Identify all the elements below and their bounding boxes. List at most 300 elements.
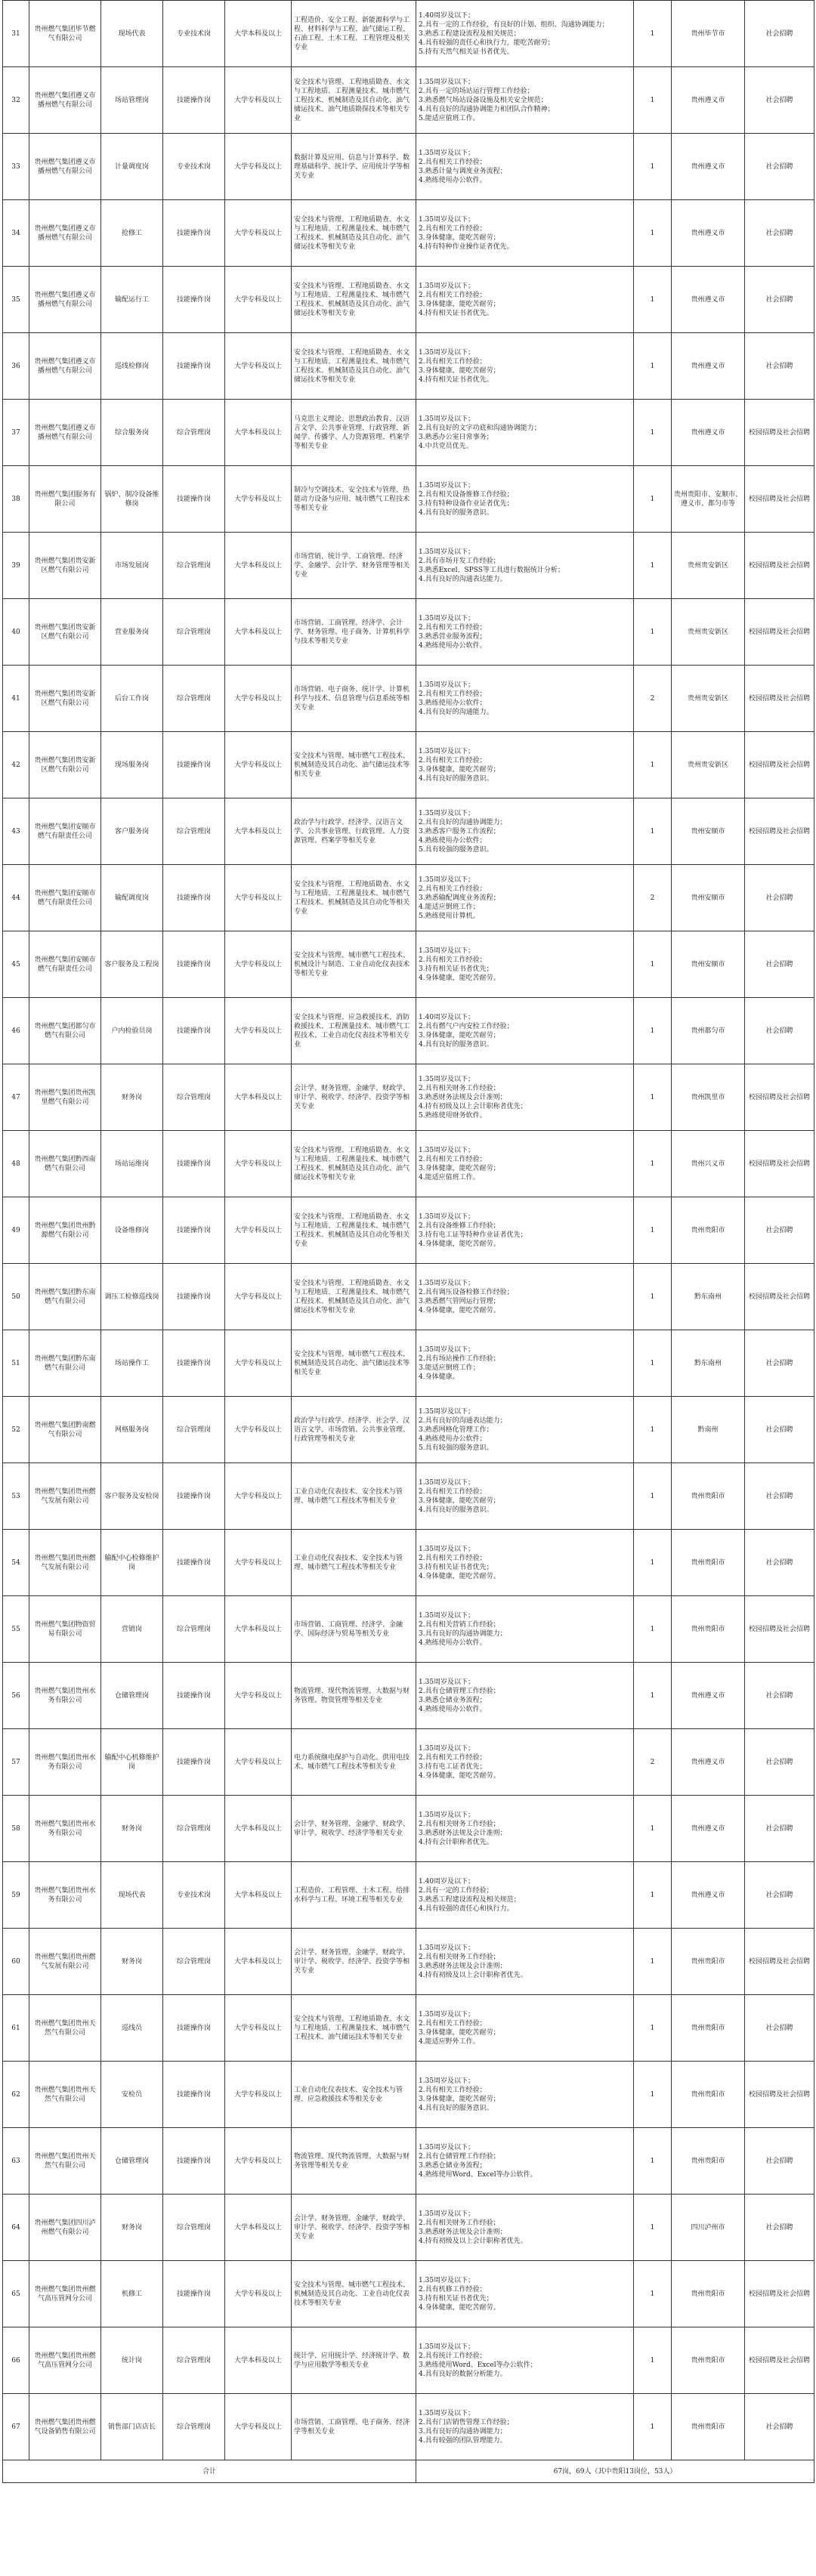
row-number: 61 — [3, 1995, 29, 2062]
work-location: 贵州贵阳市 — [672, 2394, 745, 2460]
recruitment-method: 社会招聘 — [745, 267, 814, 333]
job-requirements: 1.35周岁及以下； 2.具有良好的沟通表达能力； 3.熟悉网格化管理工作； 4.熟练使用办公软件； 5.具有较强的服务意识。 — [416, 1397, 634, 1463]
table-row — [3, 666, 814, 732]
hiring-count: 1 — [634, 1064, 672, 1131]
major-requirement: 安全技术与管理、工程地质勘查、水文与工程地质、工程测量技术、城市燃气工程技术、机械制造及其自动化等相关专业 — [292, 865, 416, 931]
work-location: 贵州贵安新区 — [672, 732, 745, 798]
job-requirements: 1.35周岁及以下； 2.具有相关工作经验； 3.持有相关证书者优先； 4.身体健康，能吃苦耐劳。 — [416, 931, 634, 998]
total-row — [3, 2460, 814, 2483]
table-row — [3, 1663, 814, 1729]
total-label: 合计 — [3, 2460, 416, 2483]
recruitment-method: 社会招聘 — [745, 134, 814, 200]
work-location: 贵州遵义市 — [672, 400, 745, 466]
education-requirement: 大学专科及以上 — [225, 67, 292, 134]
table-row — [3, 998, 814, 1064]
row-number: 59 — [3, 1862, 29, 1929]
company-name: 贵州燃气集团贵州水务有限公司 — [29, 1729, 101, 1796]
table-row — [3, 466, 814, 533]
position-name: 安检员 — [101, 2062, 163, 2128]
table-row — [3, 400, 814, 466]
education-requirement: 大学本科及以上 — [225, 533, 292, 599]
table-row — [3, 2327, 814, 2394]
hiring-count: 1 — [634, 1995, 672, 2062]
major-requirement: 马克思主义理论、思想政治教育、汉语言文学、公共事业管理、行政管理、新闻学、传播学、人力资源管理、档案学等相关专业 — [292, 400, 416, 466]
recruitment-method: 校园招聘及社会招聘 — [745, 732, 814, 798]
position-name: 现场代表 — [101, 1, 163, 67]
position-category: 技能操作岗 — [163, 1463, 225, 1530]
recruitment-method: 校园招聘及社会招聘 — [745, 1929, 814, 1995]
major-requirement: 安全技术与管理、城市燃气工程技术、机械制造及其自动化、工业自动化仪表技术等相关专业 — [292, 2261, 416, 2327]
education-requirement: 大学专科及以上 — [225, 1663, 292, 1729]
position-name: 财务岗 — [101, 1796, 163, 1862]
job-requirements: 1.35周岁及以下； 2.具有相关工作经验； 3.身体健康，能吃苦耐劳； 4.能适应野外工作。 — [416, 1995, 634, 2062]
education-requirement: 大学专科及以上 — [225, 732, 292, 798]
company-name: 贵州燃气集团遵义市播州燃气有限公司 — [29, 67, 101, 134]
row-number: 39 — [3, 533, 29, 599]
work-location: 贵州凯里市 — [672, 1064, 745, 1131]
recruitment-method: 社会招聘 — [745, 2128, 814, 2195]
recruitment-method: 社会招聘 — [745, 1463, 814, 1530]
education-requirement: 大学本科及以上 — [225, 1064, 292, 1131]
recruitment-method: 社会招聘 — [745, 1197, 814, 1264]
company-name: 贵州燃气集团物资贸易有限公司 — [29, 1596, 101, 1663]
company-name: 贵州燃气集团遵义市播州燃气有限公司 — [29, 134, 101, 200]
hiring-count: 1 — [634, 1131, 672, 1197]
job-requirements: 1.35周岁及以下； 2.具有良好的文字功底和沟通协调能力； 3.熟悉办公室日常事务； 4.中共党员优先。 — [416, 400, 634, 466]
major-requirement: 工程造价、工程管理、土木工程、给排水科学与工程、环境工程等相关专业 — [292, 1862, 416, 1929]
recruitment-method: 社会招聘 — [745, 67, 814, 134]
work-location: 贵州贵安新区 — [672, 599, 745, 666]
position-name: 巡线检修岗 — [101, 333, 163, 400]
company-name: 贵州燃气集团贵安新区燃气有限公司 — [29, 533, 101, 599]
recruitment-method: 社会招聘 — [745, 2394, 814, 2460]
table-row — [3, 1463, 814, 1530]
recruitment-method: 校园招聘及社会招聘 — [745, 1064, 814, 1131]
job-requirements: 1.35周岁及以下； 2.具有调压设备检修工作经验； 3.熟悉燃气管网运行管理； 4.身体健康，能吃苦耐劳。 — [416, 1264, 634, 1330]
education-requirement: 大学本科及以上 — [225, 1796, 292, 1862]
position-name: 财务岗 — [101, 1064, 163, 1131]
education-requirement: 大学专科及以上 — [225, 200, 292, 267]
position-category: 技能操作岗 — [163, 931, 225, 998]
hiring-count: 1 — [634, 1197, 672, 1264]
recruitment-method: 校园招聘及社会招聘 — [745, 1596, 814, 1663]
major-requirement: 物流管理、现代物流管理、大数据与财务管理等相关专业 — [292, 2128, 416, 2195]
recruitment-method: 社会招聘 — [745, 1995, 814, 2062]
position-category: 技能操作岗 — [163, 2062, 225, 2128]
row-number: 56 — [3, 1663, 29, 1729]
position-category: 技能操作岗 — [163, 1264, 225, 1330]
position-name: 机修工 — [101, 2261, 163, 2327]
education-requirement: 大学专科及以上 — [225, 1530, 292, 1596]
position-category: 技能操作岗 — [163, 865, 225, 931]
company-name: 贵州燃气集团贵州燃气发展有限公司 — [29, 1463, 101, 1530]
position-name: 设备维修岗 — [101, 1197, 163, 1264]
recruitment-method: 校园招聘及社会招聘 — [745, 1264, 814, 1330]
table-row — [3, 267, 814, 333]
company-name: 贵州燃气集团安顺市燃气有限责任公司 — [29, 798, 101, 865]
row-number: 66 — [3, 2327, 29, 2394]
education-requirement: 大学专科及以上 — [225, 666, 292, 732]
recruitment-method: 社会招聘 — [745, 1729, 814, 1796]
position-name: 客户服务岗 — [101, 798, 163, 865]
table-row — [3, 732, 814, 798]
job-requirements: 1.35周岁及以下； 2.具有相关工作经验； 3.身体健康，能吃苦耐劳； 4.持有特种作业操作证者优先。 — [416, 200, 634, 267]
table-row — [3, 865, 814, 931]
company-name: 贵州燃气集团贵州水务有限公司 — [29, 1663, 101, 1729]
table-row — [3, 1264, 814, 1330]
job-requirements: 1.35周岁及以下； 2.具有相关财务工作经验； 3.熟悉财务法规及会计准则； 4.持有初级及以上会计职称者优先。 — [416, 1929, 634, 1995]
recruitment-method: 社会招聘 — [745, 1, 814, 67]
position-name: 输配调度岗 — [101, 865, 163, 931]
education-requirement: 大学专科及以上 — [225, 1197, 292, 1264]
position-category: 综合管理岗 — [163, 666, 225, 732]
education-requirement: 大学本科及以上 — [225, 2327, 292, 2394]
work-location: 贵州贵阳市 — [672, 1463, 745, 1530]
row-number: 38 — [3, 466, 29, 533]
work-location: 贵州遵义市 — [672, 1663, 745, 1729]
major-requirement: 工业自动化仪表技术、安全技术与管理、应急救援技术等相关专业 — [292, 2062, 416, 2128]
row-number: 48 — [3, 1131, 29, 1197]
row-number: 57 — [3, 1729, 29, 1796]
row-number: 37 — [3, 400, 29, 466]
work-location: 贵州贵阳市、安顺市、遵义市、都匀市等 — [672, 466, 745, 533]
major-requirement: 统计学、应用统计学、经济统计学、数学与应用数学等相关专业 — [292, 2327, 416, 2394]
education-requirement: 大学专科及以上 — [225, 2261, 292, 2327]
company-name: 贵州燃气集团服务有限公司 — [29, 466, 101, 533]
recruitment-method: 校园招聘及社会招聘 — [745, 798, 814, 865]
recruitment-method: 校园招聘及社会招聘 — [745, 533, 814, 599]
position-category: 技能操作岗 — [163, 67, 225, 134]
hiring-count: 1 — [634, 798, 672, 865]
table-row — [3, 2062, 814, 2128]
hiring-count: 2 — [634, 1729, 672, 1796]
work-location: 贵州遵义市 — [672, 1862, 745, 1929]
hiring-count: 1 — [634, 1397, 672, 1463]
position-category: 综合管理岗 — [163, 798, 225, 865]
table-row — [3, 67, 814, 134]
table-row — [3, 1197, 814, 1264]
table-row — [3, 2128, 814, 2195]
work-location: 贵州安顺市 — [672, 865, 745, 931]
work-location: 贵州遵义市 — [672, 134, 745, 200]
education-requirement: 大学本科及以上 — [225, 2195, 292, 2261]
recruitment-method: 社会招聘 — [745, 2195, 814, 2261]
company-name: 贵州燃气集团都匀市燃气有限公司 — [29, 998, 101, 1064]
hiring-count: 1 — [634, 533, 672, 599]
hiring-count: 1 — [634, 732, 672, 798]
major-requirement: 安全技术与管理、工程地质勘查、水文与工程地质、工程测量技术、城市燃气工程技术、机械制造及其自动化、油气储运技术等相关专业 — [292, 200, 416, 267]
work-location: 贵州贵阳市 — [672, 1929, 745, 1995]
work-location: 贵州安顺市 — [672, 798, 745, 865]
hiring-count: 1 — [634, 1463, 672, 1530]
position-name: 计量调度岗 — [101, 134, 163, 200]
position-name: 输配中心机修维护岗 — [101, 1729, 163, 1796]
work-location: 贵州贵阳市 — [672, 1596, 745, 1663]
position-category: 专业技术岗 — [163, 1862, 225, 1929]
company-name: 贵州燃气集团黔南燃气有限公司 — [29, 1397, 101, 1463]
recruitment-method: 社会招聘 — [745, 1663, 814, 1729]
education-requirement: 大学本科及以上 — [225, 1929, 292, 1995]
major-requirement: 会计学、财务管理、金融学、财政学、审计学、税收学、经济学、投资学等相关专业 — [292, 1064, 416, 1131]
row-number: 52 — [3, 1397, 29, 1463]
job-requirements: 1.35周岁及以下； 2.具有机修工作经验； 3.持有相关证书者优先； 4.身体健康，能吃苦耐劳。 — [416, 2261, 634, 2327]
total-summary: 67岗，69人（其中贵阳13岗位，53人） — [416, 2460, 814, 2483]
position-name: 场站运维岗 — [101, 1131, 163, 1197]
work-location: 贵州贵阳市 — [672, 1530, 745, 1596]
education-requirement: 大学专科及以上 — [225, 134, 292, 200]
table-row — [3, 2195, 814, 2261]
recruitment-method: 社会招聘 — [745, 998, 814, 1064]
hiring-count: 1 — [634, 998, 672, 1064]
education-requirement: 大学本科及以上 — [225, 1596, 292, 1663]
row-number: 47 — [3, 1064, 29, 1131]
position-name: 抢修工 — [101, 200, 163, 267]
major-requirement: 安全技术与管理、城市燃气工程技术、机械制造及其自动化、油气储运技术等相关专业 — [292, 732, 416, 798]
recruitment-method: 社会招聘 — [745, 333, 814, 400]
work-location: 贵州兴义市 — [672, 1131, 745, 1197]
position-category: 技能操作岗 — [163, 1197, 225, 1264]
education-requirement: 大学专科及以上 — [225, 2128, 292, 2195]
education-requirement: 大学专科及以上 — [225, 998, 292, 1064]
company-name: 贵州燃气集团贵安新区燃气有限公司 — [29, 666, 101, 732]
work-location: 贵州遵义市 — [672, 200, 745, 267]
position-name: 综合服务岗 — [101, 400, 163, 466]
job-requirements: 1.35周岁及以下； 2.具有相关设备维修工作经验； 3.持有特种设备作业证者优先； 4.具有良好的服务意识。 — [416, 466, 634, 533]
company-name: 贵州燃气集团贵州水务有限公司 — [29, 1862, 101, 1929]
job-requirements: 1.35周岁及以下； 2.具有相关财务工作经验； 3.熟悉财务法规及会计准则； 4.持有初级及以上会计职称者优先。 — [416, 2195, 634, 2261]
hiring-count: 1 — [634, 466, 672, 533]
position-name: 客户服务及安检岗 — [101, 1463, 163, 1530]
table-row — [3, 533, 814, 599]
hiring-count: 1 — [634, 200, 672, 267]
position-category: 技能操作岗 — [163, 1530, 225, 1596]
work-location: 贵州贵安新区 — [672, 666, 745, 732]
education-requirement: 大学本科及以上 — [225, 400, 292, 466]
table-row — [3, 1530, 814, 1596]
recruitment-method: 校园招聘及社会招聘 — [745, 2261, 814, 2327]
company-name: 贵州燃气集团贵安新区燃气有限公司 — [29, 599, 101, 666]
job-requirements: 1.35周岁及以下； 2.具有相关工作经验； 3.身体健康，能吃苦耐劳； 4.持有相关证书者优先。 — [416, 333, 634, 400]
major-requirement: 会计学、财务管理、金融学、财政学、审计学、税收学、经济学等相关专业 — [292, 1796, 416, 1862]
major-requirement: 安全技术与管理、工程地质勘查、水文与工程地质、工程测量技术、城市燃气工程技术、机械制造及其自动化、油气储运技术等相关专业 — [292, 333, 416, 400]
job-requirements: 1.35周岁及以下； 2.具有仓储管理工作经验； 3.熟悉仓储业务流程； 4.熟练使用办公软件。 — [416, 1663, 634, 1729]
position-category: 综合管理岗 — [163, 1397, 225, 1463]
work-location: 贵州遵义市 — [672, 267, 745, 333]
table-row — [3, 1929, 814, 1995]
recruitment-method: 社会招聘 — [745, 1397, 814, 1463]
position-name: 仓储管理岗 — [101, 1663, 163, 1729]
recruitment-method: 社会招聘 — [745, 1796, 814, 1862]
work-location: 贵州贵阳市 — [672, 2062, 745, 2128]
company-name: 贵州燃气集团安顺市燃气有限责任公司 — [29, 865, 101, 931]
major-requirement: 安全技术与管理、工程地质勘查、水文与工程地质、工程测量技术、城市燃气工程技术、机械制造及其自动化、油气储运技术等相关专业 — [292, 1264, 416, 1330]
table-row — [3, 798, 814, 865]
recruitment-method: 校园招聘及社会招聘 — [745, 666, 814, 732]
education-requirement: 大学专科及以上 — [225, 1264, 292, 1330]
row-number: 67 — [3, 2394, 29, 2460]
company-name: 贵州燃气集团贵州天然气有限公司 — [29, 1995, 101, 2062]
job-requirements: 1.35周岁及以下； 2.具有相关工作经验； 3.持有电工证者优先； 4.身体健康，能吃苦耐劳。 — [416, 1729, 634, 1796]
position-name: 调压工检修巡线岗 — [101, 1264, 163, 1330]
table-body — [3, 1, 814, 2460]
hiring-count: 1 — [634, 2327, 672, 2394]
job-requirements: 1.40周岁及以下； 2.具有一定的工作经验； 3.熟悉工程建设流程及相关规范； 4.具有较强的责任心和执行力。 — [416, 1862, 634, 1929]
work-location: 贵州毕节市 — [672, 1, 745, 67]
recruitment-method: 校园招聘及社会招聘 — [745, 400, 814, 466]
position-name: 后台工作岗 — [101, 666, 163, 732]
table-row — [3, 1330, 814, 1397]
hiring-count: 2 — [634, 666, 672, 732]
company-name: 贵州燃气集团贵州燃气发展有限公司 — [29, 1929, 101, 1995]
hiring-count: 1 — [634, 1862, 672, 1929]
education-requirement: 大学专科及以上 — [225, 1729, 292, 1796]
position-name: 场站管理岗 — [101, 67, 163, 134]
row-number: 35 — [3, 267, 29, 333]
hiring-count: 1 — [634, 1596, 672, 1663]
position-category: 专业技术岗 — [163, 1, 225, 67]
major-requirement: 制冷与空调技术、安全技术与管理、热能动力设备与应用、城市燃气工程技术等相关专业 — [292, 466, 416, 533]
company-name: 贵州燃气集团遵义市播州燃气有限公司 — [29, 267, 101, 333]
company-name: 贵州燃气集团贵州凯里燃气有限公司 — [29, 1064, 101, 1131]
position-name: 网格服务岗 — [101, 1397, 163, 1463]
education-requirement: 大学专科及以上 — [225, 1463, 292, 1530]
recruitment-method: 社会招聘 — [745, 931, 814, 998]
hiring-count: 1 — [634, 400, 672, 466]
education-requirement: 大学专科及以上 — [225, 2062, 292, 2128]
position-name: 市场发展岗 — [101, 533, 163, 599]
table-row — [3, 333, 814, 400]
major-requirement: 工业自动化仪表技术、安全技术与管理、城市燃气工程技术等相关专业 — [292, 1530, 416, 1596]
recruitment-method: 社会招聘 — [745, 865, 814, 931]
row-number: 44 — [3, 865, 29, 931]
company-name: 贵州燃气集团遵义市播州燃气有限公司 — [29, 333, 101, 400]
position-category: 综合管理岗 — [163, 1064, 225, 1131]
position-category: 技能操作岗 — [163, 1729, 225, 1796]
table-row — [3, 2394, 814, 2460]
row-number: 42 — [3, 732, 29, 798]
hiring-count: 1 — [634, 67, 672, 134]
education-requirement: 大学专科及以上 — [225, 466, 292, 533]
row-number: 45 — [3, 931, 29, 998]
company-name: 贵州燃气集团贵州燃气设备销售有限公司 — [29, 2394, 101, 2460]
education-requirement: 大学专科及以上 — [225, 1330, 292, 1397]
work-location: 贵州贵阳市 — [672, 1197, 745, 1264]
company-name: 贵州燃气集团黔东南燃气有限公司 — [29, 1264, 101, 1330]
major-requirement: 政治学与行政学、经济学、汉语言文学、公共事业管理、行政管理、人力资源管理、档案学等相关专业 — [292, 798, 416, 865]
table-row — [3, 1397, 814, 1463]
hiring-count: 1 — [634, 599, 672, 666]
recruitment-method: 社会招聘 — [745, 1330, 814, 1397]
hiring-count: 1 — [634, 1, 672, 67]
position-name: 销售部门店店长 — [101, 2394, 163, 2460]
position-category: 技能操作岗 — [163, 200, 225, 267]
row-number: 51 — [3, 1330, 29, 1397]
job-requirements: 1.35周岁及以下； 2.具有统计工作经验； 3.熟练使用Word、Excel等办公软件； 4.具有良好的数据分析能力。 — [416, 2327, 634, 2394]
major-requirement: 安全技术与管理、工程地质勘查、水文与工程地质、工程测量技术、城市燃气工程技术、机械制造及其自动化、油气储运技术、油气地质勘探技术等相关专业 — [292, 67, 416, 134]
row-number: 62 — [3, 2062, 29, 2128]
row-number: 63 — [3, 2128, 29, 2195]
major-requirement: 会计学、财务管理、金融学、财政学、审计学、税收学、经济学、投资学等相关专业 — [292, 1929, 416, 1995]
recruitment-method: 社会招聘 — [745, 1530, 814, 1596]
recruitment-method: 校园招聘及社会招聘 — [745, 2327, 814, 2394]
position-category: 技能操作岗 — [163, 1330, 225, 1397]
hiring-count: 1 — [634, 1929, 672, 1995]
position-name: 统计岗 — [101, 2327, 163, 2394]
position-name: 输配中心检修维护岗 — [101, 1530, 163, 1596]
work-location: 贵州遵义市 — [672, 67, 745, 134]
job-requirements: 1.35周岁及以下； 2.具有仓储管理工作经验； 3.熟悉仓储业务流程； 4.熟练使用Word、Excel等办公软件。 — [416, 2128, 634, 2195]
hiring-count: 1 — [634, 2394, 672, 2460]
row-number: 43 — [3, 798, 29, 865]
job-requirements: 1.35周岁及以下； 2.具有设备维修工作经验； 3.持有电工证等特种作业证者优先； 4.身体健康，能吃苦耐劳。 — [416, 1197, 634, 1264]
position-category: 专业技术岗 — [163, 134, 225, 200]
row-number: 34 — [3, 200, 29, 267]
row-number: 46 — [3, 998, 29, 1064]
row-number: 64 — [3, 2195, 29, 2261]
recruitment-method: 社会招聘 — [745, 200, 814, 267]
job-requirements: 1.40周岁及以下； 2.具有一定的工作经验，有良好的计划、组织、沟通协调能力； 3.熟悉工程建设流程及相关规范； 4.具有较强的责任心和执行力，能吃苦耐劳； 5.持有天然气相关证书者优先。 — [416, 1, 634, 67]
position-name: 锅炉、制冷设备维修岗 — [101, 466, 163, 533]
major-requirement: 工程造价、安全工程、新能源科学与工程、材料科学与工程、油气储运工程、石油工程、土木工程、工程管理及相关专业 — [292, 1, 416, 67]
position-name: 场站操作工 — [101, 1330, 163, 1397]
major-requirement: 安全技术与管理、城市燃气工程技术、机械设计与制造、工业自动化仪表技术等相关专业 — [292, 931, 416, 998]
major-requirement: 安全技术与管理、城市燃气工程技术、机械制造及其自动化、油气储运技术等相关专业 — [292, 1330, 416, 1397]
company-name: 贵州燃气集团黔东南燃气有限公司 — [29, 1330, 101, 1397]
work-location: 贵州贵安新区 — [672, 533, 745, 599]
major-requirement: 会计学、财务管理、金融学、财政学、审计学、税收学、经济学、投资学等相关专业 — [292, 2195, 416, 2261]
recruitment-method: 校园招聘及社会招聘 — [745, 2062, 814, 2128]
work-location: 黔南州 — [672, 1397, 745, 1463]
work-location: 贵州贵阳市 — [672, 1995, 745, 2062]
hiring-count: 1 — [634, 134, 672, 200]
major-requirement: 物流管理、现代物流管理、大数据与财务管理、物资管理等相关专业 — [292, 1663, 416, 1729]
position-category: 技能操作岗 — [163, 732, 225, 798]
position-category: 综合管理岗 — [163, 1796, 225, 1862]
row-number: 32 — [3, 67, 29, 134]
recruitment-method: 校园招聘及社会招聘 — [745, 599, 814, 666]
company-name: 贵州燃气集团安顺市燃气有限责任公司 — [29, 931, 101, 998]
job-requirements: 1.35周岁及以下； 2.具有相关工作经验； 3.身体健康，能吃苦耐劳； 4.持有相关证书者优先。 — [416, 267, 634, 333]
hiring-count: 1 — [634, 1330, 672, 1397]
job-requirements: 1.35周岁及以下； 2.具有相关工作经验； 3.持有相关证书者优先； 4.身体健康，能吃苦耐劳。 — [416, 1530, 634, 1596]
company-name: 贵州燃气集团遵义市播州燃气有限公司 — [29, 200, 101, 267]
position-name: 户内检验员岗 — [101, 998, 163, 1064]
company-name: 贵州燃气集团贵州燃气高压管网分公司 — [29, 2261, 101, 2327]
recruitment-method: 校园招聘及社会招聘 — [745, 466, 814, 533]
table-row — [3, 599, 814, 666]
hiring-count: 1 — [634, 2062, 672, 2128]
position-category: 技能操作岗 — [163, 2128, 225, 2195]
table-row — [3, 1064, 814, 1131]
table-row — [3, 200, 814, 267]
position-category: 综合管理岗 — [163, 1596, 225, 1663]
job-requirements: 1.35周岁及以下； 2.具有相关工作经验； 3.熟悉输配调度业务流程； 4.能适应倒班工作； 5.熟练使用计算机。 — [416, 865, 634, 931]
position-name: 仓储管理岗 — [101, 2128, 163, 2195]
position-name: 客户服务及工程岗 — [101, 931, 163, 998]
position-category: 综合管理岗 — [163, 2394, 225, 2460]
table-row — [3, 1862, 814, 1929]
hiring-count: 1 — [634, 1663, 672, 1729]
row-number: 54 — [3, 1530, 29, 1596]
position-category: 技能操作岗 — [163, 1995, 225, 2062]
job-requirements: 1.35周岁及以下； 2.具有相关营销工作经验； 3.具有良好的沟通协调能力； 4.熟练使用办公软件。 — [416, 1596, 634, 1663]
major-requirement: 安全技术与管理、工程地质勘查、水文与工程地质、工程测量技术、城市燃气工程技术、油气储运技术等相关专业 — [292, 1995, 416, 2062]
position-name: 财务岗 — [101, 1929, 163, 1995]
major-requirement: 市场营销、统计学、工商管理、经济学、金融学、会计学、财务管理等相关专业 — [292, 533, 416, 599]
work-location: 贵州遵义市 — [672, 333, 745, 400]
education-requirement: 大学专科及以上 — [225, 1131, 292, 1197]
company-name: 贵州燃气集团四川泸州燃气有限公司 — [29, 2195, 101, 2261]
